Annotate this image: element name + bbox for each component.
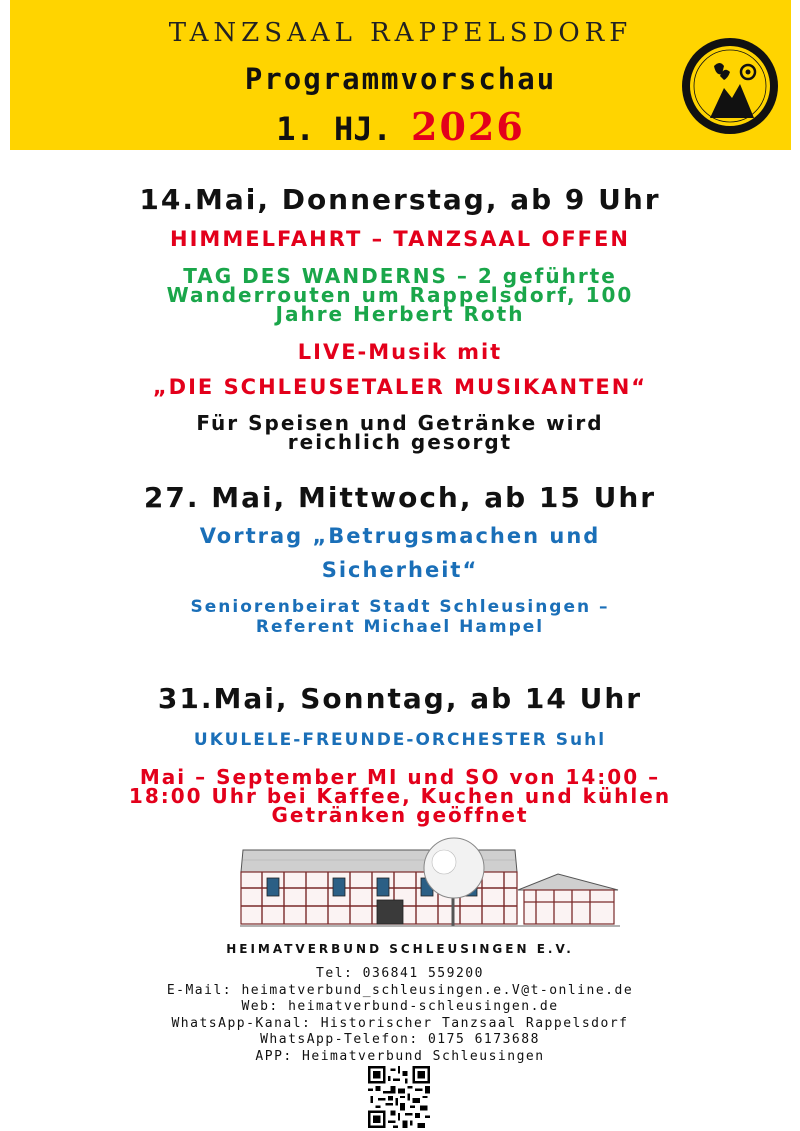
opening-hours-line-3: Getränken geöffnet: [271, 803, 529, 827]
contact-email[interactable]: E-Mail: heimatverbund_schleusingen.e.V@t-online.de: [166, 982, 634, 998]
header-banner: [10, 0, 791, 150]
contact-website[interactable]: Web: heimatverbund-schleusingen.de: [241, 999, 559, 1015]
event-3-performer: UKULELE-FREUNDE-ORCHESTER Suhl: [193, 730, 607, 750]
event-1-headline: HIMMELFAHRT – TANZSAAL OFFEN: [170, 227, 630, 251]
dance-hall-building-icon: [240, 830, 620, 930]
event-1-theme-line-3: Jahre Herbert Roth: [275, 302, 525, 326]
event-2-talk-line-1: Vortrag „Betrugsmachen und: [199, 524, 601, 548]
event-1-food-line-1: Für Speisen und Getränke wird: [196, 411, 604, 435]
event-2-host-line-2: Referent Michael Hampel: [255, 617, 545, 637]
contact-app: APP: Heimatverbund Schleusingen: [255, 1049, 545, 1064]
venue-title: TANZSAAL RAPPELSDORF: [168, 18, 633, 48]
contact-whatsapp-channel: WhatsApp-Kanal: Historischer Tanzsaal Rappelsdorf: [171, 1015, 629, 1031]
event-1-theme-line-2: Wanderrouten um Rappelsdorf, 100: [166, 283, 634, 307]
event-3-date: 31.Mai, Sonntag, ab 14 Uhr: [157, 682, 643, 715]
event-1-music-intro: LIVE-Musik mit: [297, 340, 503, 364]
footer-organization: HEIMATVERBUND SCHLEUSINGEN E.V.: [226, 942, 574, 956]
event-1-date: 14.Mai, Donnerstag, ab 9 Uhr: [139, 183, 661, 216]
qr-code-icon[interactable]: [368, 1066, 430, 1128]
event-1-theme-line-1: TAG DES WANDERNS – 2 geführte: [183, 264, 617, 288]
event-1-band: „DIE SCHLEUSETALER MUSIKANTEN“: [152, 375, 648, 399]
halfyear-label: 1. HJ.: [276, 110, 392, 148]
event-2-date: 27. Mai, Mittwoch, ab 15 Uhr: [143, 481, 657, 514]
contact-phone: Tel: 036841 559200: [316, 966, 484, 981]
association-logo-icon: [680, 36, 780, 136]
event-2-host-line-1: Seniorenbeirat Stadt Schleusingen –: [190, 597, 610, 617]
opening-hours-line-1: Mai – September MI und SO von 14:00 –: [139, 765, 661, 789]
year-label: 2026: [411, 104, 525, 149]
period-line: [10, 104, 791, 149]
event-1-food-line-2: reichlich gesorgt: [287, 430, 513, 454]
program-title: Programmvorschau: [244, 62, 557, 96]
event-2-talk-line-2: Sicherheit“: [321, 558, 479, 582]
contact-whatsapp-phone: WhatsApp-Telefon: 0175 6173688: [260, 1032, 540, 1048]
opening-hours-line-2: 18:00 Uhr bei Kaffee, Kuchen und kühlen: [128, 784, 672, 808]
